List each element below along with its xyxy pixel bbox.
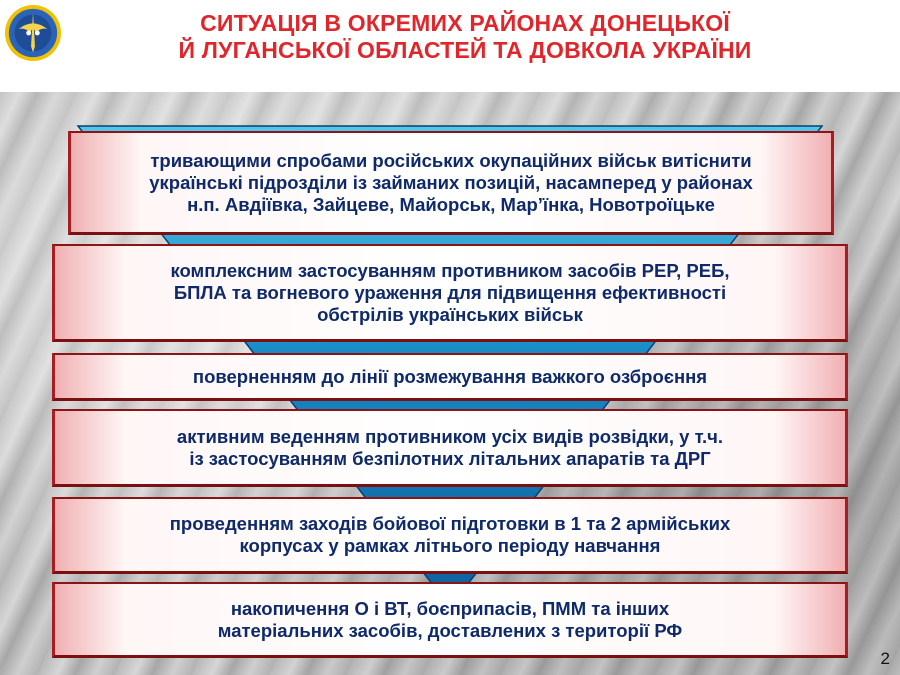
page-title [70, 10, 860, 64]
list-item [52, 244, 848, 342]
list-item [52, 582, 848, 658]
title-line-1: СИТУАЦІЯ В ОКРЕМИХ РАЙОНАХ ДОНЕЦЬКОЇ [200, 10, 730, 36]
list-item-text: накопичення О і ВТ, боєприпасів, ПММ та інших матеріальних засобів, доставлених з території РФ [217, 597, 683, 641]
list-item-text: проведенням заходів бойової підготовки в 1 та 2 армійських корпусах у рамках літнього періоду навчання [169, 513, 731, 556]
list-item [52, 353, 848, 401]
list-item [52, 497, 848, 574]
owl-sword-emblem-icon [4, 4, 62, 62]
title-line-2: Й ЛУГАНСЬКОЇ ОБЛАСТЕЙ ТА ДОВКОЛА УКРАЇНИ [178, 37, 752, 63]
list-item-text: поверненням до лінії розмежування важкого озброєння [192, 365, 708, 387]
list-item-text: тривающими спробами російських окупаційних військ витіснити українські підрозділи із займаних позицій, насамперед у районах н.п. Авдіївка, Зайцеве, Майорськ, Мар’їнка, Новотроїцьке [149, 149, 753, 215]
list-item-text: активним веденням противником усіх видів розвідки, у т.ч. із застосуванням безпілотних літальних апаратів та ДРГ [176, 425, 724, 469]
list-item [52, 409, 848, 487]
slide-header [0, 0, 900, 92]
list-item-text: комплексним застосуванням противником засобів РЕР, РЕБ, БПЛА та вогневого ураження для підвищення ефективності обстрілів українських військ [170, 259, 730, 325]
list-item [68, 131, 834, 235]
page-number: 2 [880, 649, 890, 668]
